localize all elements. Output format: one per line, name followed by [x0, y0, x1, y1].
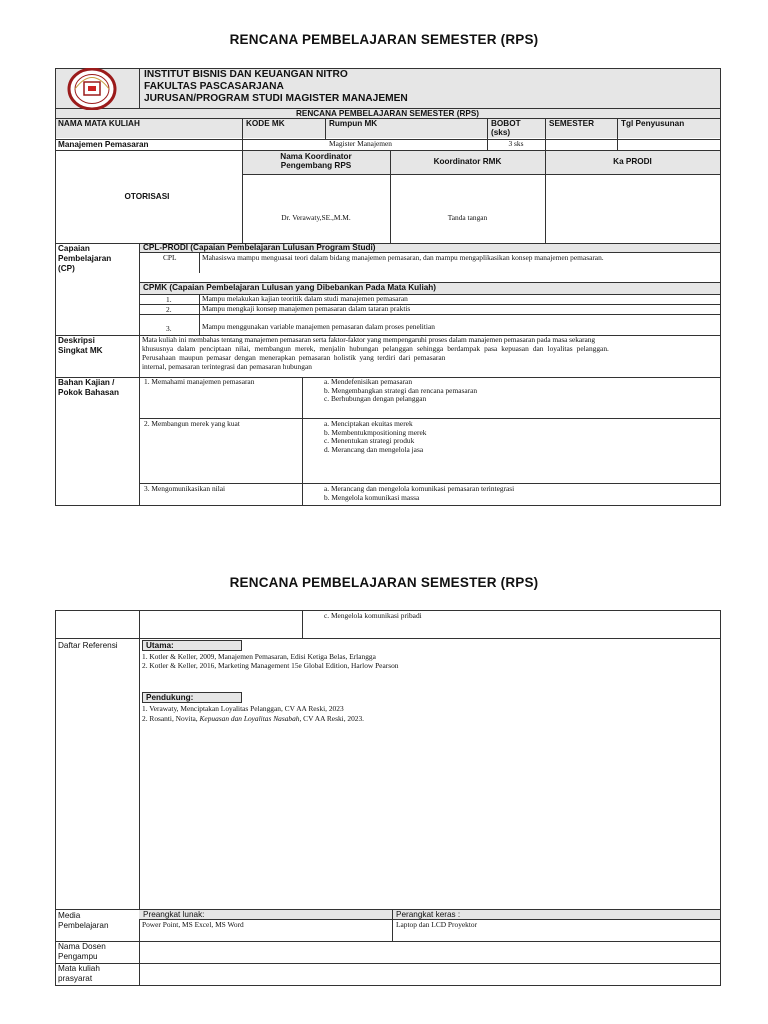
deskripsi-label-2: Singkat MK [58, 346, 103, 355]
course-rumpun: Magister Manajemen [329, 139, 393, 148]
bahan-kajian-label: Bahan Kajian / [58, 378, 115, 387]
perangkat-keras-value: Laptop dan LCD Proyektor [396, 920, 478, 929]
topic-item: d. Merancang dan mengelola jasa [324, 444, 424, 454]
utama-label: Utama: [142, 640, 242, 651]
dosen-label: Nama Dosen [58, 942, 106, 951]
col-rumpun-mk: Rumpun MK [329, 119, 378, 128]
deskripsi-text: Mata kuliah ini membahas tentang manajemen pemasaran serta faktor-faktor yang mempengaruhi proses dalam manajemen pemasaran pada masa sekarang [142, 335, 596, 344]
topic-title: 3. Mengomunikasikan nilai [144, 484, 226, 493]
col-bobot: BOBOT [491, 119, 521, 128]
topic-item: c. Mengelola komunikasi pribadi [324, 611, 422, 620]
prasyarat-label-2: prasyarat [58, 974, 93, 983]
rps-heading: RENCANA PEMBELAJARAN SEMESTER (RPS) [295, 109, 480, 118]
topic-items [324, 485, 514, 502]
topic-items [324, 420, 426, 454]
koordinator-name: Dr. Verawaty,SE.,M.M. [281, 213, 351, 222]
reference-item [142, 715, 364, 724]
reference-author: 2. Rosanti, Novita, [142, 714, 200, 723]
col-bobot-unit: (sks) [491, 128, 511, 137]
cpmk-no: 1. [166, 295, 172, 304]
cpl-prodi-header: CPL-PRODI (Capaian Pembelajaran Lulusan Program Studi) [143, 243, 376, 252]
signature-label: Tanda tangan [447, 213, 488, 222]
ka-prodi-label: Ka PRODI [613, 157, 652, 166]
reference-item: 2. Kotler & Keller, 2016, Marketing Management 15e Global Edition, Harlow Pearson [142, 661, 399, 670]
topic-item: c. Berhubungan dengan pelanggan [324, 394, 427, 404]
topic-item: a. Menciptakan ekuitas merek [324, 419, 413, 428]
koordinator-rmk-label: Koordinator RMK [433, 157, 502, 166]
course-sks: 3 sks [508, 139, 524, 148]
cpl-code: CPL [163, 253, 177, 262]
col-semester: SEMESTER [549, 119, 595, 128]
topic-item: b. Membentukmpositioning merek [324, 427, 427, 437]
koordinator-pengembang-label-2: Pengembang RPS [280, 161, 352, 170]
col-kode-mk: KODE MK [246, 119, 285, 128]
media-label: Media [58, 911, 81, 920]
topic-title: 2. Membangun merek yang kuat [144, 419, 240, 428]
perangkat-keras-label: Perangkat keras : [396, 910, 461, 919]
media-label-2: Pembelajaran [58, 921, 109, 930]
faculty-name: FAKULTAS PASCASARJANA [144, 81, 284, 92]
cpmk-no: 2. [166, 305, 172, 314]
deskripsi-text: internal, pemasaran terintegrasi dan pemasaran hubungan [142, 362, 312, 371]
koordinator-pengembang-label: Nama Koordinator [280, 152, 352, 161]
program-name: JURUSAN/PROGRAM STUDI MAGISTER MANAJEMEN [144, 93, 408, 104]
topic-item: b. Mengelola komunikasi massa [324, 492, 420, 502]
institution-seal-icon [67, 68, 117, 110]
referensi-label: Daftar Referensi [58, 641, 118, 650]
deskripsi-text: khususnya dalam penciptaan nilai, membangun merek, menjalin hubungan pelanggan sehingga berdampak pasa kepuasan dan loyalitas pelanggan. [142, 344, 609, 353]
otorisasi-label: OTORISASI [124, 192, 170, 201]
perangkat-lunak-label: Preangkat lunak: [143, 910, 205, 919]
topic-item: a. Merancang dan mengelola komunikasi pemasaran terintegrasi [324, 484, 515, 493]
topic-title: 1. Memahami manajemen pemasaran [144, 377, 255, 386]
course-name: Manajemen Pemasaran [58, 140, 149, 149]
page-title: RENCANA PEMBELAJARAN SEMESTER (RPS) [229, 32, 539, 47]
deskripsi-label: Deskripsi [58, 336, 95, 345]
perangkat-lunak-value: Power Point, MS Excel, MS Word [142, 920, 244, 929]
topic-item: c. Menentukan strategi produk [324, 436, 415, 446]
reference-item: 1. Kotler & Keller, 2009, Manajemen Pemasaran, Edisi Ketiga Belas, Erlangga [142, 652, 376, 661]
topic-item: a. Mendefenisikan pemasaran [324, 377, 413, 386]
deskripsi-text: Perusahaan maupun pemasar dengan menerapkan pemasaran holistik yang terdiri dari pemasaran [142, 353, 446, 362]
institute-name: INSTITUT BISNIS DAN KEUANGAN NITRO [144, 69, 348, 80]
col-nama-mk: NAMA MATA KULIAH [58, 119, 140, 128]
prasyarat-label: Mata kuliah [58, 964, 100, 973]
cpmk-header: CPMK (Capaian Pembelajaran Lulusan yang Dibebankan Pada Mata Kuliah) [143, 283, 436, 292]
pendukung-label: Pendukung: [142, 692, 242, 703]
reference-publisher: , CV AA Reski, 2023. [299, 714, 365, 723]
topic-items [324, 378, 477, 404]
col-tgl-penyusunan: Tgl Penyusunan [621, 119, 685, 128]
cpmk-item: Mampu mengkaji konsep manajemen pemasaran dalam tataran praktis [202, 304, 411, 313]
cp-label-3: (CP) [58, 264, 75, 273]
cpmk-item: Mampu melakukan kajian teoritik dalam studi manajemen pemasaran [202, 294, 408, 303]
reference-item: 1. Verawaty, Menciptakan Loyalitas Pelanggan, CV AA Reski, 2023 [142, 704, 344, 713]
bahan-kajian-label-2: Pokok Bahasan [58, 388, 119, 397]
dosen-label-2: Pengampu [58, 952, 98, 961]
cp-label: Capaian [58, 244, 90, 253]
reference-title: Kepuasan dan Loyalitas Nasabah [199, 714, 300, 723]
cpmk-item: Mampu menggunakan variable manajemen pemasaran dalam proses penelitian [202, 322, 435, 331]
page-title: RENCANA PEMBELAJARAN SEMESTER (RPS) [229, 575, 539, 590]
cp-label-2: Pembelajaran [58, 254, 112, 263]
topic-item: b. Mengembangkan strategi dan rencana pemasaran [324, 385, 478, 395]
cpl-text: Mahasiswa mampu menguasai teori dalam bidang manajemen pemasaran, dan mampu mengaplikasikan konsep manajemen pemasaran. [202, 253, 604, 262]
cpmk-no: 3. [166, 324, 172, 333]
